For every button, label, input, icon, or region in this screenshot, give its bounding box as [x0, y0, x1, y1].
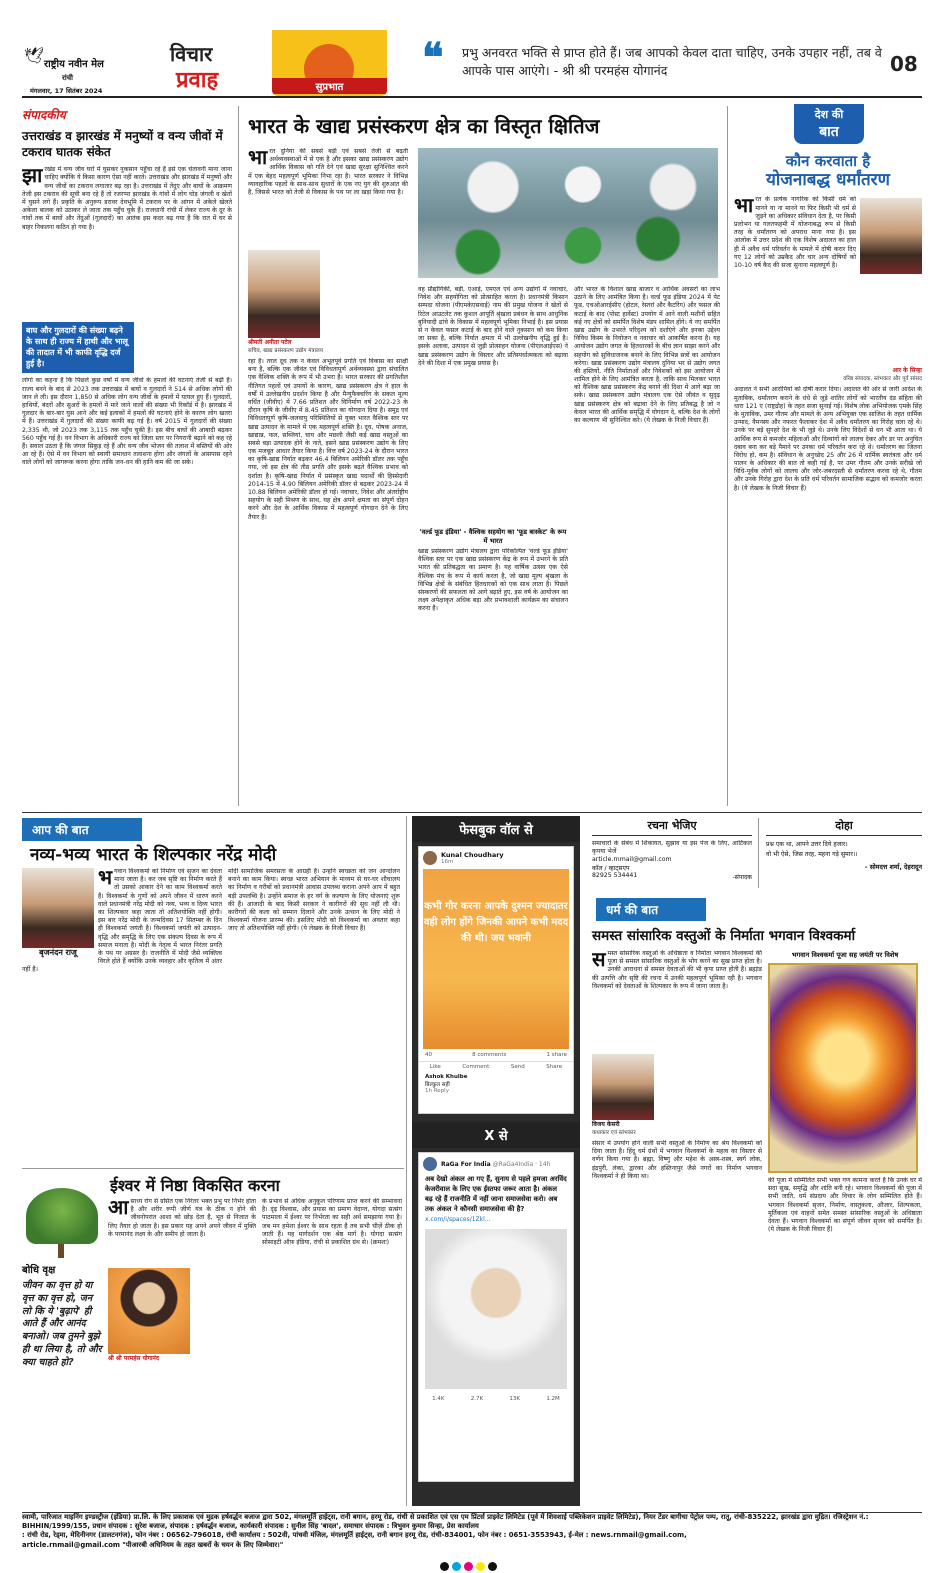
facebook-post-card	[418, 846, 574, 1114]
fb-time: 16m	[441, 859, 454, 865]
editorial-drop-cap: झा	[22, 166, 43, 188]
fb-comment-button[interactable]: Comment	[462, 1064, 490, 1070]
dharm-drop-cap: स	[592, 950, 606, 971]
tw-user: RaGa For India	[441, 1160, 491, 1168]
aap-ki-baat-tag: आप की बात	[22, 818, 142, 841]
desh-drop-cap: भा	[734, 196, 754, 218]
doha-line1: प्रश्न एक था, आपने उत्तर दिये हजार।	[766, 841, 848, 848]
footer-line2: : रांची रोड, रेड्मा, मेदिनीनगर (डालटनगंज), फोन नंबर : 06562-796018, रांची कार्यालय : 502वी, पांचवी मंजिल, मंगलमूर्ति हाईट्स, रानी बगान हरमू रोड, रांची-834001, फोन नंबर : 0651-3553943, ई-मेल : news.rnmail@gmail.com,	[22, 1531, 687, 1540]
rachna-text: समाचारों के संबंध में शिकायत, सुझाव या इस पेज के लिए, आर्टिकल कृपया भेजें	[592, 840, 752, 856]
bodhi-box	[22, 1182, 102, 1492]
quote-icon: ❝	[422, 34, 444, 81]
masthead-quote: प्रभु अनवरत भक्ति से प्राप्त होते हैं। जब आपको केवल दाता चाहिए, उनके उपहार नहीं, तब वे आपके पास आएंगे। - श्री श्री परमहंस योगानंद	[462, 45, 882, 79]
fb-user: Kunal Choudhary	[441, 851, 504, 859]
author-photo	[248, 250, 320, 338]
doha-author: - सोमदत्त शर्मा, देहरादून	[864, 862, 922, 871]
vishwakarma-image	[768, 963, 918, 1173]
tw-replies: 1.4K	[432, 1396, 445, 1403]
desh-headline-1: कौन करवाता है	[785, 152, 871, 170]
facebook-header: फेसबुक वॉल से	[412, 816, 580, 842]
bodhi-text: जीवन का वृत्त हो या वृत्त का वृत्त हो, जन लो कि ये 'बुढ़ापे' ही आते हैं और आनंद बनाओ। जब तुमने बुझे ही था लिया है, तो और क्या चाहते हो?	[22, 1280, 102, 1368]
masthead	[22, 30, 922, 98]
main-col-1	[248, 148, 408, 808]
tw-post-text: अब देखो अंकल आ गए हैं, सुनाय से पहले हमजा अरविंद केजरीवाल के लिए एक ईस्तफा जरूर आता है। अंकल बढ़ रहे हैं राजनीति में नहीं जाना समाजसेवा करो। अब तक अंकल ने कौनसी समाजसेवा की है?	[425, 1175, 567, 1213]
author-name: श्रीमती अनीता पटेल	[248, 339, 292, 346]
ishwar-body-2: के प्रभाव से अधिक अनुकूल परिणाम प्राप्त करने की सम्भावना है। दृढ़ विश्वास, और प्रयास का प्रमाण वेदान्त, योगदा सत्संग पाठमाला में ईश्वर पर निर्भरता का सही अर्थ समझाया गया है। जब मन हमेशा ईश्वर के साथ रहता है तब सभी चीज़ें ठीक हो जाती हैं। यह मार्गदर्शन एक श्रेष्ठ मार्ग है। योगदा सत्संग सोसाइटी ऑफ़ इंडिया, रांची से प्रकाशित ग्रंथ से। (क्रमशः)	[262, 1198, 402, 1246]
fb-shares: 1 share	[546, 1052, 567, 1058]
aap-author-photo	[22, 868, 94, 948]
desh-body-1: भा रत के प्रत्येक नागरिक को किसी धर्म को मानने या ना मानने या फिर किसी भी धर्म से जुड़ने का अधिकार संविधान देता है, पर किसी प्रलोभन या गलतफहमी में योजनाबद्ध रूप से किसी तरह के धर्मांतरण को अपराध माना गया है। इस आलोक में उत्तर प्रदेश की एक विशेष अदालत का हाल ही में अवैध धर्म परिवर्तन के मामले में दोषी करार दिए गए 12 लोगों को उम्रकैद और चार अन्य दोषियों को 10-10 वर्ष कैद की सजा सुनाना महत्वपूर्ण है।	[734, 196, 922, 366]
rachna-box	[592, 818, 752, 906]
fb-reply-text: बिल्कुल सही	[425, 1082, 450, 1088]
aap-author-name: बृजनंदन राजू	[39, 948, 77, 957]
main-col3-body: और भारत के विशाल खाद्य बाजार व आर्थिक अवसरों का लाभ उठाने के लिए आमंत्रित किया है। वर्ल्ड फूड इंडिया 2024 में पेट फूड, एचओआरईसीए (होटल, रेस्तरां और कैटरिंग) और फसल की कटाई के बाद (पोस्ट हार्वेस्ट) उपयोग में आने वाली मशीनों सहित कई नए क्षेत्रों को समर्पित विशेष मंडप शामिल होंगे। ये नए समर्पित खाद्य उद्योग के उभरते परिदृश्य को दर्शाएंगे और इनका उद्देश्य विविध किस्म के नियोजन व नवाचार को आकर्षित करना है। यह आयोजन उद्योग जगत के हितधारकों के बीच ज्ञान साझा करने और सहयोग को सुविधाजनक बनाने के लिए विभिन्न सत्रों का आयोजन करेगा। खाद्य प्रसंस्करण उद्योग मंत्रालय दुनिया भर से उद्योग जगत की हस्तियों, नीति निर्माताओं और निवेशकों को इस आयोजन में शामिल होने के लिए आमंत्रित करता है, ताकि साथ मिलकर भारत को वैश्विक खाद्य प्रसंस्करण केंद्र बनाने की दिशा में आगे बढ़ा जा सके। खाद्य प्रसंस्करण उद्योग मंत्रालय एक ऐसे जीवंत व सुदृढ़ खाद्य प्रसंस्करण क्षेत्र को बढ़ावा देने के लिए प्रतिबद्ध है जो न केवल भारत की आर्थिक समृद्धि में योगदान दे, बल्कि देश के लोगों का कल्याण भी सुनिश्चित करे। (ये लेखक के निजी विचार हैं)	[574, 286, 720, 424]
bird-icon: 🕊	[24, 46, 45, 65]
main-col2b-body: खाद्य प्रसंस्करण उद्योग मंत्रालय द्वारा परिकल्पित 'वर्ल्ड फूड इंडिया' वैश्विक स्तर पर एक खाद्य प्रसंस्करण केंद्र के रूप में उभरने के प्रति भारत की प्रतिबद्धता का प्रमाण है। यह वार्षिक उत्सव एक ऐसे वैश्विक मंच के रूप में कार्य करता है, जो खाद्य मूल्य श्रृंखला के विभिन्न क्षेत्रों के संबंधित हितधारकों को एक साथ लाता है। पिछले संस्करणों की सफलता को आगे बढ़ाते हुए, इस वर्ष के आयोजन का लक्ष्य अपेक्षाकृत अधिक बड़ा और प्रभावशाली कार्यक्रम का संचालन करना है।	[418, 548, 568, 613]
tw-views: 1.2M	[546, 1396, 560, 1403]
dharm-author-photo	[592, 1054, 654, 1120]
ishwar-col-1	[108, 1198, 256, 1498]
main-intro: भा रत दुनिया की सबसे बड़ी एवं सबसे तेजी से बढ़ती अर्थव्यवस्थाओं में से एक है और इसका खाद्य प्रसंस्करण उद्योग आर्थिक विकास को गति देने एवं खाद्य सुरक्षा सुनिश्चित करने में एक बेहद महत्वपूर्ण भूमिका निभा रहा है। भारत सरकार ने विभिन्न व्यावहारिक पहलों के साथ-साथ सुधारों के एक नए युग की शुरुआत की है, जिससे भारत को तेजी से विकास के पथ पर ला खड़ा किया गया है।	[248, 148, 408, 196]
tw-retweets: 2.7K	[470, 1396, 484, 1403]
editorial-body-2: लोगों का कहना है कि पिछले कुछ वर्षों में वन्य जीवों के हमलों की घटनाएं तेजी से बढ़ी हैं। राज्य बनने के बाद से 2023 तक उत्तराखंड में बाघों व गुलदारों ने 514 से अधिक लोगों की जान ले ली। इस दौरान 1,850 से अधिक लोग वन्य जीवों के हमलों में घायल हुए हैं। गुलदारों, हाथियों, बंदरों और सुअरों के हमलों में मारे जाने वालों की संख्या भी रिकॉर्ड में है। झारखंड में गुलदार के बार-बार घुस आने और कई इलाकों में हमलों की घटनाएं होने के कारण लोग खतरा में हैं। उत्तराखंड में गुलदारों की संख्या काफी बढ़ गई है। वर्ष 2015 में गुलदारों की संख्या 2,335 थी, जो 2023 तक 3,115 तक पहुँच चुकी है। इस बीच बाघों की आबादी बढ़कर 560 पहुँच गई है। वन विभाग के अधिकारी राज्य को जिला स्तर पर निगरानी बढ़ाने को कह रहे हैं। सवाल उठता है कि जंगल सिकुड़ रहे हैं और वन्य जीव भोजन की तलाश में बस्तियों की ओर आ रहे हैं। ऐसे में वन विभाग को स्थायी समाधान तलाशना होगा और जंगलों के आसपास रहने वाले लोगों को जागरूक करना होगा ताकि जन-धन की हानि कम की जा सके।	[22, 377, 232, 467]
aap-body-1: बृजनंदन राजू भ गवान विश्वकर्मा को निर्माण एवं सृजन का देवता माना जाता है। कर जब सृष्टि का निर्माण करते हैं तो उसको आकार देने का काम विश्वकर्मा करते हैं। विश्वकर्मा के गुणों को अपने जीवन में धारण करने वाले प्रधानमंत्री नरेंद्र मोदी को नव्य, भव्य व दिव्य भारत का शिल्पकार कहा जाता तो अतिशयोक्ति नहीं होगी। इस बार नरेंद्र मोदी के जन्मदिवस 17 सितम्बर के दिन ही विश्वकर्मा जयंती है। विश्वकर्मा जयंती को उत्पादन-वृद्धि और समृद्धि के लिए एक संकल्प दिवस के रूप में समाज मनाता है। मोदी के नेतृत्व में भारत निरंतर प्रगति के पथ पर अग्रसर है। राजनीति में मोदी जैसे व्यक्तित्व विरले होते हैं क्योंकि उनके व्यवहार और कृतित्व में अंतर नहीं है।	[22, 868, 222, 974]
tw-handle: @RaGa4India · 14h	[492, 1160, 551, 1168]
main-headline: भारत के खाद्य प्रसंस्करण क्षेत्र का विस्तृत क्षितिज	[248, 114, 600, 138]
twitter-post-card	[418, 1152, 574, 1482]
author-role: सचिव, खाद्य प्रसंस्करण उद्योग मंत्रालय	[248, 348, 323, 354]
rachna-phone: 82925 534441	[592, 872, 638, 880]
ishwar-headline: ईश्वर में निष्ठा विकसित करना	[110, 1176, 280, 1195]
main-subhead: 'वर्ल्ड फूड इंडिया' - वैश्विक सहयोग का 'फूड बास्केट' के रूप में भारत	[419, 528, 567, 545]
food-processing-photo	[418, 148, 718, 278]
aap-headline: नव्य-भव्य भारत के शिल्पकार नरेंद्र मोदी	[30, 845, 277, 865]
registration-marks	[440, 1556, 500, 1566]
editorial-column	[22, 106, 232, 810]
doha-box	[766, 818, 922, 906]
aap-col-1	[22, 868, 222, 1164]
aap-body-2: मोदी सामाजिक समरसता के आग्रही हैं। उन्होंने स्वच्छता को जन आन्दोलन बनाने का काम किया। स्वच्छ भारत अभियान के माध्यम से घर-घर शौचालय का निर्माण व गरीबों को प्रधानमंत्री आवास उपलब्ध कराना अपने आप में बहुत बड़ी उपलब्धि है। उन्होंने समाज के हर वर्ग के कल्याण के लिए योजनाएं शुरू की हैं। आजादी के बाद किसी सरकार ने कारीगरों की सुध नहीं ली थी। कारीगरों की कला को सम्मान दिलाने और उनके उत्थान के लिए मोदी ने विश्वकर्मा योजना प्रारम्भ की। इसलिए मोदी को विश्वकर्मा का अवतार कहा जाए तो अतिशयोक्ति नहीं होगी। (ये लेखक के निजी विचार हैं)	[228, 868, 400, 933]
dharm-col-2	[768, 950, 922, 1506]
rachna-title: रचना भेजिए	[592, 818, 752, 836]
imprint-footer	[22, 1512, 922, 1548]
editorial-headline: उत्तराखंड व झारखंड में मनुष्यों व वन्य जीवों में टकराव घातक संकेत	[22, 129, 223, 159]
fb-like-button[interactable]: Like	[429, 1064, 441, 1070]
fb-post-text: कभी गौर करना आपके दुश्मन ज्यादातर वही लोग होंगे जिनकी आपने कभी मदद की थी। जय भवानी	[423, 901, 569, 944]
section-line2: प्रवाह	[176, 67, 219, 93]
dharm-headline: समस्त सांसारिक वस्तुओं के निर्माता भगवान विश्वकर्मा	[592, 928, 856, 944]
footer-line3: article.rnmail@gmail.com "पीआरबी अधिनियम के तहत खबरों के चयन के लिए जिम्मेवार।"	[22, 1540, 284, 1549]
main-col1-body: रहा है। तरल दूध तक न केवल अभूतपूर्व प्रगति एवं विकास का साक्षी बना है, बल्कि एक जीवंत एवं विविधतापूर्ण अर्थव्यवस्था द्वारा संचालित एक वैश्विक शक्ति के रूप में भी उभरा है। भारत सरकार की प्रगतिशील नीतिगत पहलों एवं उपायों के कारण, खाद्य प्रसंस्करण क्षेत्र ने हाल के वर्षों में उल्लेखनीय प्रदर्शन किया है और मैन्युफैक्चरिंग के सकल मूल्य वर्धित (जीवीए) में 7.66 प्रतिशत और विनिर्माण वर्ष 2022-23 के दौरान कृषि के जीवीए में 8.45 प्रतिशत का योगदान दिया है। समुद्र एवं विविधतापूर्ण कृषि-जलवायु परिस्थितियों से युक्त भारत वैश्विक स्तर पर खाद्य उत्पादन के मामले में एक महत्वपूर्ण शक्ति है। दूध, पोषक अनाज, खाद्यान्न, फल, सब्जियां, चाय और मछली जैसी कई खाद्य वस्तुओं का सबसे बड़ा उत्पादक होने के नाते, इसने खाद्य प्रसंस्करण उद्योग के लिए एक मजबूत आधार तैयार किया है। वित्त वर्ष 2023-24 के दौरान भारत का कृषि-खाद्य निर्यात बढ़कर 46.4 बिलियन अमेरिकी डॉलर तक पहुँच गया, जो इस क्षेत्र की तीव्र प्रगति और इसके बढ़ते वैश्विक प्रभाव को दर्शाता है। कृषि-खाद्य निर्यात में प्रसंस्कृत खाद्य पदार्थों की हिस्सेदारी 2014-15 में 4.90 बिलियन अमेरिकी डॉलर से बढ़कर 2023-24 में 10.88 बिलियन अमेरिकी डॉलर हो गई। नवाचार, निवेश और अंतर्राष्ट्रीय सहयोग के सही मिश्रण के साथ, यह क्षेत्र अपने क्षमता का संपूर्ण दोहन करने और देश के आर्थिक विकास में महत्वपूर्ण योगदान देने के लिए तैयार है।	[248, 358, 408, 521]
desh-author-name: आर के सिन्हा	[892, 367, 922, 375]
paper-city: रांची	[62, 74, 73, 82]
dharm-author-role: कथाकार एवं स्तंभकार	[592, 1130, 636, 1136]
suprabhat-label: सुप्रभात	[272, 78, 387, 94]
rachna-phone-label: कॉल / व्हाट्सएप	[592, 865, 630, 873]
ishwar-body-1a: आ साध्य रोग से ग्रसित एक निरंतर भक्त प्रभु पर निर्भर होता है और शरीर रूपी जीर्ण यंत्र के ठीक न होने की जीवनोपरांत आशा को छोड़ देता है, भूत से निजात के लिए तैयार हो जाता है। इस प्रकार यह अपने अपने जीवन में मुक्ति के परमानंद लक्ष्य के और समीप हो जाता है।	[108, 1198, 256, 1238]
desh-tag: देश की बात	[794, 104, 864, 144]
fb-share-button[interactable]: Share	[546, 1064, 563, 1070]
fb-reply-meta: 1h Reply	[425, 1088, 449, 1094]
fb-reply-user: Ashok Khulbe	[425, 1074, 468, 1080]
rachna-sign: -संपादक	[732, 874, 752, 882]
bodhi-title: बोधि वृक्ष	[22, 1265, 56, 1276]
twitter-header: X से	[412, 1122, 580, 1148]
main-col2-body: वह प्रौद्योगिकी, बड़ी, एआई, एमएल एवं अन्य उद्योगों में नवाचार, निवेश और सहयोगिता को प्रोत्साहित करता है। प्रधानमंत्री किसान सम्पदा योजना (पीएमकेएसवाई) नाम की प्रमुख योजना ने खेतों से रिटेल आउटलेट तक कुशल आपूर्ति श्रृंखला प्रबंधन के साथ आधुनिक बुनियादी ढांचे के विकास में महत्वपूर्ण भूमिका निभाई है। इस प्रयास से न केवल फसल कटाई के बाद होने वाले नुकसान को कम किया जा सका है, बल्कि निर्यात क्षमता में भी उल्लेखनीय वृद्धि हुई है। इसके अलावा, उत्पादन से जुड़ी प्रोत्साहन योजना (पीएलआईएस) ने खाद्य प्रसंस्करण उद्योग के विस्तार और प्रतिस्पर्धात्मकता को बढ़ावा देने की दिशा में एक प्रमुख प्रयास है।	[418, 286, 568, 367]
editorial-pull-quote: बाघ और गुलदारों की संख्या बढ़ने के साथ ही राज्य में हाथी और भालू की तादात में भी काफी वृद्धि दर्ज हुई है।	[22, 322, 134, 373]
dharm-tag: धर्म की बात	[596, 898, 706, 921]
doha-line2: वो भी ऐसे, जिस तरह, महना गड़े सुमार।।	[766, 850, 858, 858]
paper-date: मंगलवार, 17 सितंबर 2024	[30, 87, 103, 95]
desh-headline-2: योजनाबद्ध धर्मांतरण	[766, 170, 890, 190]
desh-body-2: अदालत ने सभी आरोपियों को दोषी करार दिया। अदालत की ओर से जारी आदेश के मुताबिक, धर्मांतरण कराने के धंधे से जुड़े शातिर लोगों को भारतीय दंड संहिता की धारा 121 ए (राष्ट्रद्रोह) के तहत सजा सुनाई गई। विशेष लोक अभियोजक एमके सिंह के मुताबिक, उमर गौतम और मामले के अन्य अभियुक्त एक साजिश के तहत धार्मिक उन्माद, वैमनस्य और नफरत फैलाकर देश में अवैध धर्मांतरण का गिरोह चला रहे थे। उनके पर बड़े सुनहरे देश के भी जुड़े थे। उनके लिए विदेशों से धन भी आता था। ये आर्थिक रूप से कमजोर महिलाओं और दिव्यांगों को लालच देकर और डर पर अनुचित दबाव बना कर बड़े पैमाने पर उनका धर्म परिवर्तन करा रहे थे। धर्मांतरण का जितना विरोध हो, कम है। संविधान के अनुच्छेद 25 और 26 में धार्मिक स्वतंत्रता और धर्म पालन के अधिकार की बात तो कही गई है, पर उमर गौतम और उनके सरीखे जो विधि-पूर्वक लोगों को लालच और जोर-जबरदस्ती से धर्मांतरण करवा रहे थे, गौतम और उनके गिरोह द्वारा देश के प्रति धर्म परिवर्तन सामाजिक सद्भाव को कमजोर करता है। (ये लेखक के निजी विचार हैं)	[734, 386, 922, 492]
ishwar-drop-cap: आ	[108, 1198, 129, 1219]
tree-icon	[26, 1188, 98, 1244]
fb-comments: 8 comments	[472, 1052, 507, 1058]
dharm-author-name: विजय केसरी	[592, 1121, 620, 1128]
page-number: 08	[890, 52, 918, 76]
tw-likes: 13K	[509, 1396, 521, 1403]
avatar	[423, 851, 437, 865]
dharm-body-2: संसार में उपयोग होने वाली सभी वस्तुओं के निर्माण का श्रेय विश्वकर्मा को दिया जाता है। हिंदू धर्म ग्रंथों में भगवान विश्वकर्मा के महत्व का विस्तार से वर्णन किया गया है। ब्रह्मा, विष्णु और महेश के अस्त्र-शस्त्र, स्वर्ग लोक, इंद्रपुरी, लंका, द्वारका और हस्तिनापुर जैसे नगरों का निर्माण भगवान विश्वकर्मा ने ही किया था।	[592, 1140, 762, 1180]
avatar	[423, 1157, 437, 1171]
main-drop-cap: भा	[248, 148, 268, 169]
ishwar-col-2	[262, 1198, 402, 1498]
dharm-body-1: स मस्त सांसारिक वस्तुओं के अधिष्ठाता व निर्माता भगवान विश्वकर्मा की पूजा से समस्त सांसारिक वस्तुओं के भोग करने का सुख प्राप्त होता है। उनकी आराधना से समस्त देवताओं की भी कृपा प्राप्त होती है। ब्रह्मांड की उत्पत्ति और सृष्टि की रचना में उनकी महत्वपूर्ण भूमिका रही है। भगवान विश्वकर्मा को देवताओं के शिल्पकार के रूप में जाना जाता है।	[592, 950, 762, 990]
tw-post-image	[425, 1229, 567, 1389]
dharm-body-3: की पूजा में सम्मिलित सभी भक्त गण कामना करते हैं कि उनके घर में सदा सुख, समृद्धि और शांति बनी रहे। भगवान विश्वकर्मा की पूजा में सभी जाति, धर्म संप्रदाय और विचार के लोग सम्मिलित होते हैं। भगवान विश्वकर्मा सृजन, निर्माण, वास्तुकला, औजार, शिल्पकला, मूर्तिकला एवं वाहनों समेत समस्त सांसारिक वस्तुओं के अधिष्ठाता देवता हैं। भगवान विश्वकर्मा का संपूर्ण जीवन सृजन को समर्पित है। (ये लेखक के निजी विचार हैं)	[768, 1177, 922, 1234]
social-column	[412, 816, 580, 1506]
main-col-2	[418, 286, 568, 808]
footer-line1: स्वामी, पारिजात माइनिंग इण्डस्ट्रीज (इंडिया) प्रा.लि. के लिए प्रकाशक एवं मुद्रक हर्षवर्द्धन बजाज द्वारा 502, मंगलमूर्ति हाईट्स, रानी बगान, हरमू रोड, रांची से प्रकाशित एवं एस एम प्रिंटर्स प्राइवेट लिमिटेड (पूर्व में शिवशाई पब्लिकेशन प्राइवेट लिमिटेड), नियर टेंडर बागीचा पेट्रोल पम्प, रातू, रांची-835222, झारखंड द्वारा मुद्रित। रजिस्ट्रेशन नं.: BIHHIN/1999/155, प्रधान संपादक : सुरेश बजाज, संपादक : हर्षवर्द्धन बजाज, कार्यकारी संपादक : सुनील सिंह 'बादल', समाचार संपादक : त्रिभुवन कुमार सिन्हा, प्रेस कार्यालय	[22, 1513, 869, 1531]
editorial-body-1: झा रखंड में वन्य जीव घरों में घुसकर नुकसान पहुँचा रहे हैं इसे एक चेतावनी माना जाना चाहिए क्योंकि ये किसा कारण ऐसा नहीं करते। उत्तराखंड और झारखंड में मनुष्यों और वन्य जीवों का टकराव लगातार बढ़ रहा है। उत्तराखंड में तेंदुए और बाघों के आक्रमण तेजी इस टकराव की सूची बना रहे हैं तो रजरप्पा झारखंड के गांवों में लोग घोड़ जंगली व खेतों में घुसने लगे हैं। प्रकृति के अनुरूप डरावर देवभूमि में टकराव पर के आंगन में अकेले खेलते अकेला बालक को उठाकर ले जाता तक पहुँच चुके हैं। राजधानी रांची में लेकर राज्य के दूर के गांवों तक में बाघों और तेंदुओं (गुलदारों) का आतंक इस कदर बढ़ गया है कि रात में घर से बाहर निकलना कठिन हो गया है।	[22, 166, 232, 231]
fb-likes: 40	[425, 1052, 432, 1058]
doha-title: दोहा	[766, 818, 922, 836]
paper-name: राष्ट्रीय नवीन मेल	[44, 59, 104, 70]
desh-ki-baat	[734, 104, 922, 810]
desh-author-photo	[860, 198, 922, 274]
aap-col-2	[228, 868, 400, 1164]
fb-send-button[interactable]: Send	[510, 1064, 525, 1070]
editorial-tag: संपादकीय	[22, 108, 66, 122]
suprabhat-logo	[272, 30, 387, 96]
paper-logo	[22, 36, 132, 94]
desh-author-role: वरिष्ठ संपादक, स्तंभकार और पूर्व सांसद	[843, 376, 922, 383]
section-line1: विचार	[170, 42, 213, 66]
section-logo	[170, 40, 266, 94]
dharm-img-caption: भगवान विश्वकर्मा पूजा सह जयंती पर विशेष	[791, 951, 899, 959]
aap-drop-cap: भ	[98, 868, 113, 889]
dharm-col-1	[592, 950, 762, 1506]
tw-link[interactable]: x.com/i/spaces/1Zkl...	[425, 1216, 491, 1224]
main-col-3	[574, 286, 720, 808]
ishwar-caption: श्री श्री परमहंस योगानंद	[108, 1355, 160, 1362]
fb-post-image	[423, 869, 569, 1049]
yogananda-photo	[108, 1268, 190, 1354]
rachna-email: article.rnmail@gmail.com	[592, 856, 672, 864]
